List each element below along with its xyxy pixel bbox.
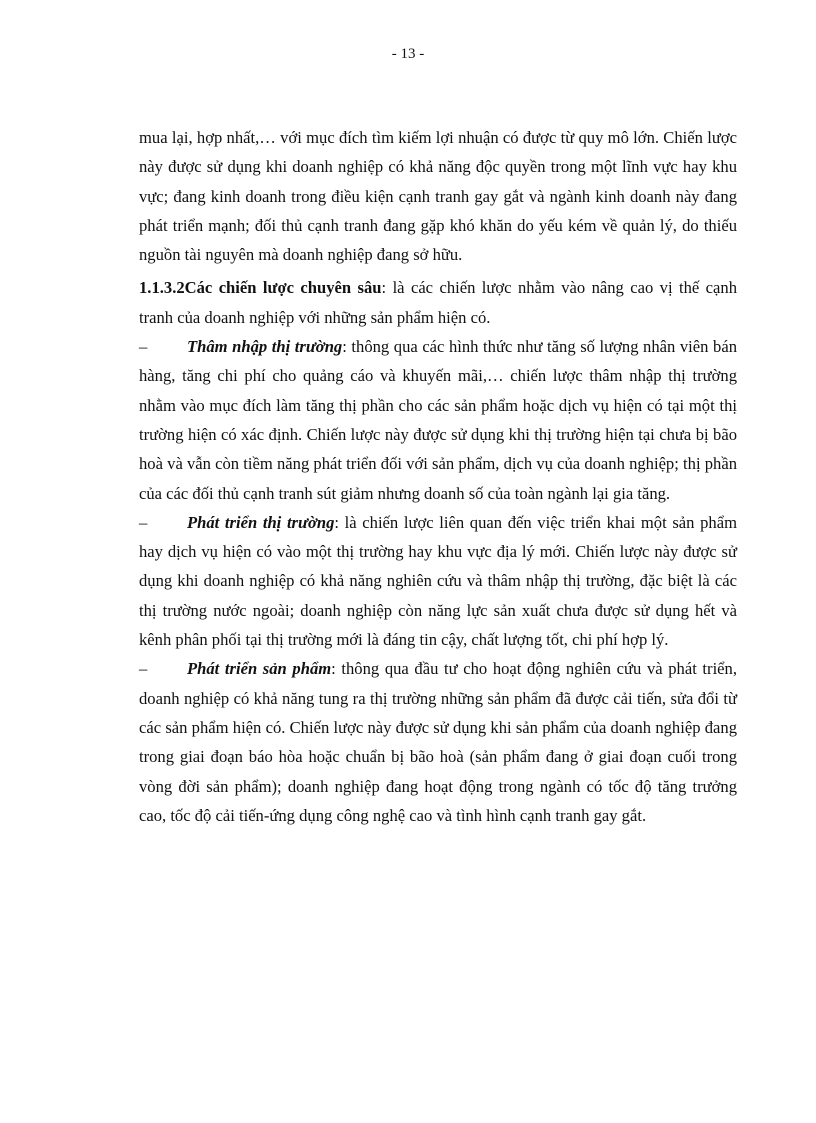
bullet-dash: – xyxy=(139,512,148,532)
section-paragraph xyxy=(139,273,737,332)
paragraph-continuation: mua lại, hợp nhất,… với mục đích tìm kiếm lợi nhuận có được từ quy mô lớn. Chiến lược này được sử dụng khi doanh nghiệp có khả năng độc quyền trong một lĩnh vực hay khu vực; đang kinh doanh trong điều kiện cạnh tranh gay gắt và ngành kinh doanh này đang phát triển mạnh; đối thủ cạnh tranh đang gặp khó khăn do yếu kém về quản lý, do thiếu nguồn tài nguyên mà doanh nghiệp đang sở hữu. xyxy=(139,128,737,265)
bullet-text: : thông qua đầu tư cho hoạt động nghiên cứu và phát triển, doanh nghiệp có khả năng tung ra thị trường những sản phẩm đã được cải tiến, sửa đổi từ các sản phẩm hiện có. Chiến lược này được sử dụng khi sản phẩm của doanh nghiệp đang trong giai đoạn báo hòa hoặc chuẩn bị bão hoà (sản phẩm đang ở giai đoạn cuối trong vòng đời sản phẩm); doanh nghiệp đang hoạt động trong ngành có tốc độ tăng trưởng cao, tốc độ cải tiến-ứng dụng công nghệ cao và tình hình cạnh tranh gay gắt. xyxy=(139,659,737,825)
section-number: 1.1.3.2 xyxy=(139,278,185,298)
section-text: : là các chiến lược nhằm vào nâng cao vị thế cạnh tranh của doanh nghiệp với những sản phẩm hiện có. xyxy=(139,278,738,327)
bullet-dash: – xyxy=(139,337,148,357)
section-title: Các chiến lược chuyên sâu xyxy=(184,278,382,298)
document-body xyxy=(139,123,737,830)
bullet-term: Phát triển thị trường xyxy=(187,512,335,532)
bullet-text: : là chiến lược liên quan đến việc triển khai một sản phẩm hay dịch vụ hiện có vào một thị trường hay khu vực địa lý mới. Chiến lược này được sử dụng khi doanh nghiệp có khả năng nghiên cứu và thâm nhập thị trường, đặc biệt là các thị trường nước ngoài; doanh nghiệp còn năng lực sản xuất chưa được sử dụng hết và kênh phân phối tại thị trường mới là đáng tin cậy, chất lượng tốt, chi phí hợp lý. xyxy=(139,512,737,650)
bullet-dash: – xyxy=(139,659,148,679)
bullet-paragraph-product-development xyxy=(139,654,737,830)
bullet-paragraph-market-penetration xyxy=(139,332,737,508)
page-number: - 13 - xyxy=(391,46,425,62)
bullet-term: Phát triển sản phẩm xyxy=(187,659,332,679)
bullet-term: Thâm nhập thị trường xyxy=(187,337,343,357)
bullet-text: : thông qua các hình thức như tăng số lượng nhân viên bán hàng, tăng chi phí cho quảng cáo và khuyến mãi,… chiến lược thâm nhập thị trường nhằm vào mục đích làm tăng thị phần cho các sản phẩm hoặc dịch vụ hiện có tại một thị trường hiện có xác định. Chiến lược này được sử dụng khi thị trường hiện tại chưa bị bão hoà và vẫn còn tiềm năng phát triển đối với sản phẩm, dịch vụ của doanh nghiệp; thị phần của các đối thủ cạnh tranh sút giảm nhưng doanh số của toàn ngành lại gia tăng. xyxy=(139,337,737,503)
bullet-paragraph-market-development xyxy=(139,508,737,654)
